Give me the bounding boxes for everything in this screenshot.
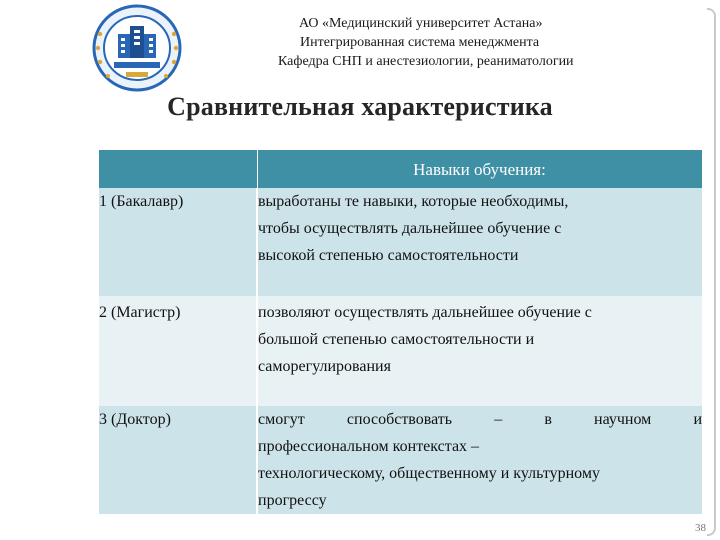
table-header-row	[99, 150, 702, 188]
university-seal-icon	[92, 4, 182, 92]
slide-title: Сравнительная характеристика	[167, 92, 553, 121]
skills-line: выработаны те навыки, которые необходимы,	[258, 193, 569, 210]
page-number: 38	[695, 522, 706, 534]
skills-line: смогут способствовать – в научном и	[258, 411, 702, 428]
level-cell: 1 (Бакалавр)	[99, 188, 257, 296]
skills-line: прогрессу	[258, 492, 327, 509]
department-name: Кафедра СНП и анестезиологии, реаниматологии	[278, 54, 574, 69]
skills-line: высокой степенью самостоятельности	[258, 247, 519, 264]
header-cell-skills: Навыки обучения:	[257, 150, 702, 188]
skills-line: позволяют осуществлять дальнейшее обучение с	[258, 304, 592, 321]
skills-cell	[257, 188, 702, 296]
management-system: Интегрированная система менеджмента	[300, 35, 540, 50]
org-name: АО «Медицинский университет Астана»	[299, 16, 543, 31]
table-row	[99, 296, 702, 406]
level-cell: 3 (Доктор)	[99, 406, 257, 514]
skills-cell	[257, 296, 702, 406]
table-row	[99, 406, 702, 514]
skills-line: технологическому, общественному и культурному	[258, 465, 600, 482]
level-cell: 2 (Магистр)	[99, 296, 257, 406]
skills-cell	[257, 406, 702, 514]
skills-line: большой степенью самостоятельности и	[258, 331, 535, 348]
organization-header	[250, 14, 640, 71]
header-cell-level	[99, 150, 257, 188]
comparison-table	[99, 150, 703, 514]
slide-frame	[707, 8, 716, 536]
table-row	[99, 188, 702, 296]
skills-line: саморегулирования	[258, 358, 391, 375]
skills-line: профессиональном контекстах –	[258, 438, 480, 455]
skills-line: чтобы осуществлять дальнейшее обучение с	[258, 220, 562, 237]
